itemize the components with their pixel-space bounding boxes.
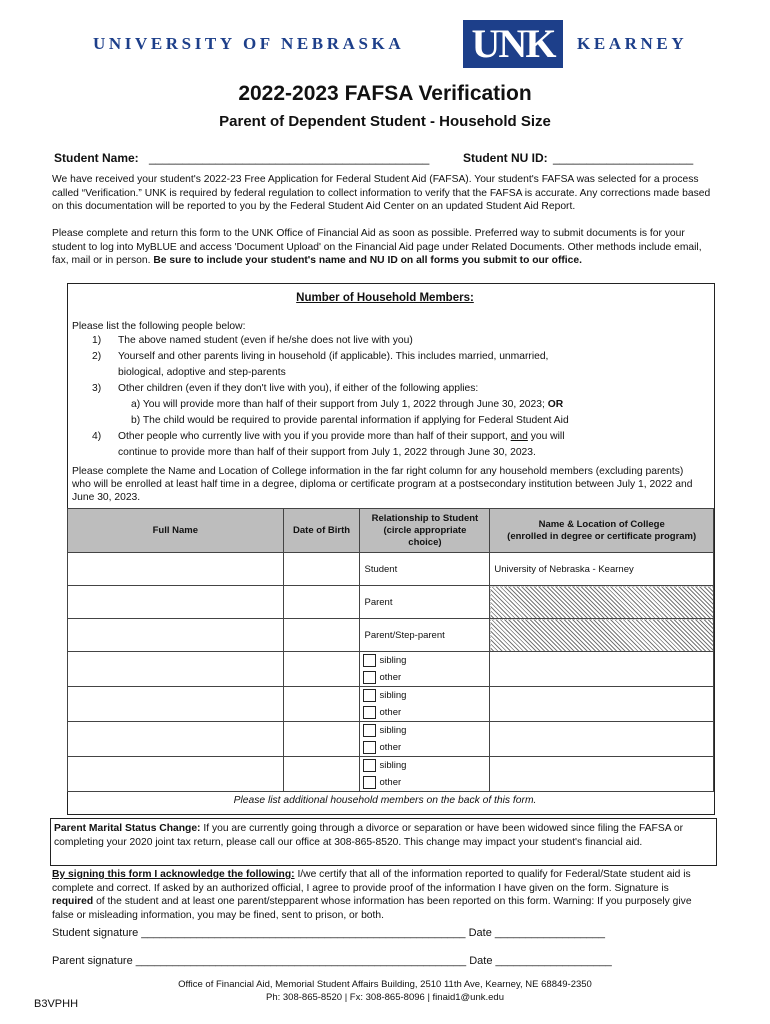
table-row [68, 687, 714, 722]
sibling-label: sibling [379, 655, 407, 666]
certification-body-1: I/we certify that all of the information reported to qualify for Federal/State student aid is complete and correct. If asked by an authorized official, I agree to provide proof of the information I have given on the form. Signature is [52, 869, 691, 894]
marital-status-label: Parent Marital Status Change: [54, 823, 201, 834]
office-contact: Ph: 308-865-8520 | Fx: 308-865-8096 | finaid1@unk.edu [266, 992, 504, 1003]
intro-paragraph-2-bold: Be sure to include your student's name and NU ID on all forms you submit to our office. [153, 255, 582, 266]
certification-required: required [52, 896, 94, 907]
marital-status-text [51, 819, 716, 852]
college-note: Please complete the Name and Location of College information in the far right column for any household members (excluding parents) who will be enrolled at least half time in a degree, diploma or certificate program at a postsecondary institution between July 1, 2022 and June 30, 2023. [72, 466, 693, 503]
table-row [68, 722, 714, 757]
form-code: B3VPHH [34, 998, 79, 1010]
item-3-number: 3) [92, 383, 102, 394]
relationship-choice [360, 757, 490, 792]
intro-paragraph-2-text: Please complete and return this form to the UNK Office of Financial Aid as soon as possible. Preferred way to submit documents is for your student to log into MyBLUE and access 'Document Upload' on the Financial Aid page under Related Documents. Other methods include email, fax, mail or in person. [52, 228, 702, 266]
full-name-cell[interactable] [68, 652, 284, 687]
table-row [68, 757, 714, 792]
table-row [68, 553, 714, 586]
student-name-label: Student Name: [54, 151, 139, 165]
other-label: other [379, 707, 402, 718]
full-name-cell[interactable] [68, 722, 284, 757]
table-row [68, 619, 714, 652]
full-name-cell[interactable] [68, 619, 284, 652]
parent-signature-field[interactable]: ______________________________________________________ [135, 955, 467, 967]
student-id-label: Student NU ID: [463, 151, 548, 165]
student-date-field[interactable]: __________________ [494, 927, 606, 939]
certification-body-2: of the student and at least one parent/stepparent whose information has been reported on this form. Warning: If you purposely give false or misleading information, you may be fined, sent to prison, or both. [52, 896, 692, 921]
parent-signature-label: Parent signature [52, 955, 133, 967]
item-3a-text: a) You will provide more than half of their support from July 1, 2022 through June 30, 2023; [131, 399, 545, 410]
relationship-choice [360, 652, 490, 687]
item-4-text-and: and [510, 431, 528, 442]
college-cell[interactable] [490, 652, 714, 687]
university-of-nebraska-wordmark: UNIVERSITY OF NEBRASKA [93, 34, 405, 53]
college-cell-student: University of Nebraska - Kearney [490, 553, 714, 586]
parent-date-label: Date [469, 955, 493, 967]
sibling-checkbox[interactable] [363, 759, 376, 772]
college-cell-hatched [490, 586, 714, 619]
col-relationship-l3: choice) [408, 536, 442, 548]
intro-paragraph-1: We have received your student's 2022-23 Free Application for Federal Student Aid (FAFSA). Your student's FAFSA was selected for a process called “Verification.” UNK is required by federal regulation to collect information to verify that the FAFSA is accurate. Any corrections made based on this documentation will be reported to you by the Federal Student Aid Center on an updated Student Aid Report. [52, 174, 711, 212]
parent-signature-row [52, 955, 612, 967]
certification-text [52, 868, 702, 922]
household-table [67, 508, 714, 792]
relationship-student: Student [360, 553, 490, 586]
full-name-cell[interactable] [68, 687, 284, 722]
relationship-parent: Parent [360, 586, 490, 619]
table-row [68, 652, 714, 687]
sibling-checkbox[interactable] [363, 724, 376, 737]
other-label: other [379, 742, 402, 753]
student-id-field[interactable]: _____________________ [553, 151, 694, 165]
intro-paragraph-2 [52, 227, 712, 268]
sibling-label: sibling [379, 760, 407, 771]
item-3-text: Other children (even if they don't live with you), if either of the following applies: [118, 383, 479, 394]
col-college-l2: (enrolled in degree or certificate program) [507, 530, 697, 542]
dob-cell[interactable] [283, 619, 360, 652]
dob-cell[interactable] [283, 722, 360, 757]
table-header-row [68, 509, 714, 553]
item-4-number: 4) [92, 431, 102, 442]
unk-logo: UNK [463, 20, 563, 68]
dob-cell[interactable] [283, 652, 360, 687]
student-signature-row [52, 927, 605, 939]
dob-cell[interactable] [283, 553, 360, 586]
item-4-text [118, 430, 564, 443]
back-note: Please list additional household members on the back of this form. [233, 795, 537, 806]
col-college [490, 509, 714, 553]
item-4-text-cont: continue to provide more than half of their support from July 1, 2022 through June 30, 2023. [118, 447, 536, 458]
relationship-choice [360, 722, 490, 757]
household-intro: Please list the following people below: [72, 321, 246, 332]
relationship-stepparent: Parent/Step-parent [360, 619, 490, 652]
col-relationship [360, 509, 490, 553]
sibling-label: sibling [379, 690, 407, 701]
relationship-choice [360, 687, 490, 722]
other-label: other [379, 672, 402, 683]
col-college-l1: Name & Location of College [538, 518, 665, 530]
student-date-label: Date [468, 927, 492, 939]
student-signature-label: Student signature [52, 927, 139, 939]
sibling-checkbox[interactable] [363, 689, 376, 702]
page-subtitle: Parent of Dependent Student - Household Size [219, 113, 551, 130]
student-signature-field[interactable]: _____________________________________________________ [141, 927, 466, 939]
full-name-cell[interactable] [68, 553, 284, 586]
col-full-name: Full Name [68, 509, 284, 553]
office-address: Office of Financial Aid, Memorial Student Affairs Building, 2510 11th Ave, Kearney, NE 68849-2350 [178, 979, 592, 990]
other-checkbox[interactable] [363, 671, 376, 684]
dob-cell[interactable] [283, 687, 360, 722]
marital-status-body: If you are currently going through a divorce or separation or have been widowed since filing the FAFSA or completing your 2020 joint tax return, please call our office at 308-865-8520. This change may impact your student's financial aid. [54, 823, 684, 848]
college-cell-hatched [490, 619, 714, 652]
col-relationship-l2: (circle appropriate [383, 524, 467, 536]
table-row [68, 586, 714, 619]
sibling-label: sibling [379, 725, 407, 736]
item-4-text-pre: Other people who currently live with you if you provide more than half of their support, [118, 431, 508, 442]
item-2-text: Yourself and other parents living in household (if applicable). This includes married, unmarried, [118, 351, 549, 362]
sibling-checkbox[interactable] [363, 654, 376, 667]
item-1-number: 1) [92, 335, 102, 346]
item-3a [131, 398, 563, 411]
item-4-text-post: you will [530, 431, 565, 442]
college-cell[interactable] [490, 722, 714, 757]
full-name-cell[interactable] [68, 757, 284, 792]
col-date-of-birth: Date of Birth [283, 509, 360, 553]
item-3b-text: b) The child would be required to provide parental information if applying for Federal Student Aid [131, 415, 569, 426]
household-heading: Number of Household Members: [296, 292, 474, 304]
college-cell[interactable] [490, 687, 714, 722]
kearney-wordmark: KEARNEY [577, 34, 688, 53]
other-label: other [379, 777, 402, 788]
student-name-field[interactable]: __________________________________________ [149, 151, 430, 165]
college-cell[interactable] [490, 757, 714, 792]
marital-status-box [50, 818, 717, 866]
other-checkbox[interactable] [363, 776, 376, 789]
item-2-text-cont: biological, adoptive and step-parents [118, 367, 286, 378]
parent-date-field[interactable]: ___________________ [495, 955, 612, 967]
full-name-cell[interactable] [68, 586, 284, 619]
other-checkbox[interactable] [363, 706, 376, 719]
certification-lead: By signing this form I acknowledge the following: [52, 869, 295, 880]
dob-cell[interactable] [283, 586, 360, 619]
page-title: 2022-2023 FAFSA Verification [238, 82, 532, 105]
col-relationship-l1: Relationship to Student [371, 512, 479, 524]
dob-cell[interactable] [283, 757, 360, 792]
other-checkbox[interactable] [363, 741, 376, 754]
item-1-text: The above named student (even if he/she does not live with you) [118, 335, 413, 346]
item-2-number: 2) [92, 351, 102, 362]
item-3a-or: OR [547, 399, 564, 410]
